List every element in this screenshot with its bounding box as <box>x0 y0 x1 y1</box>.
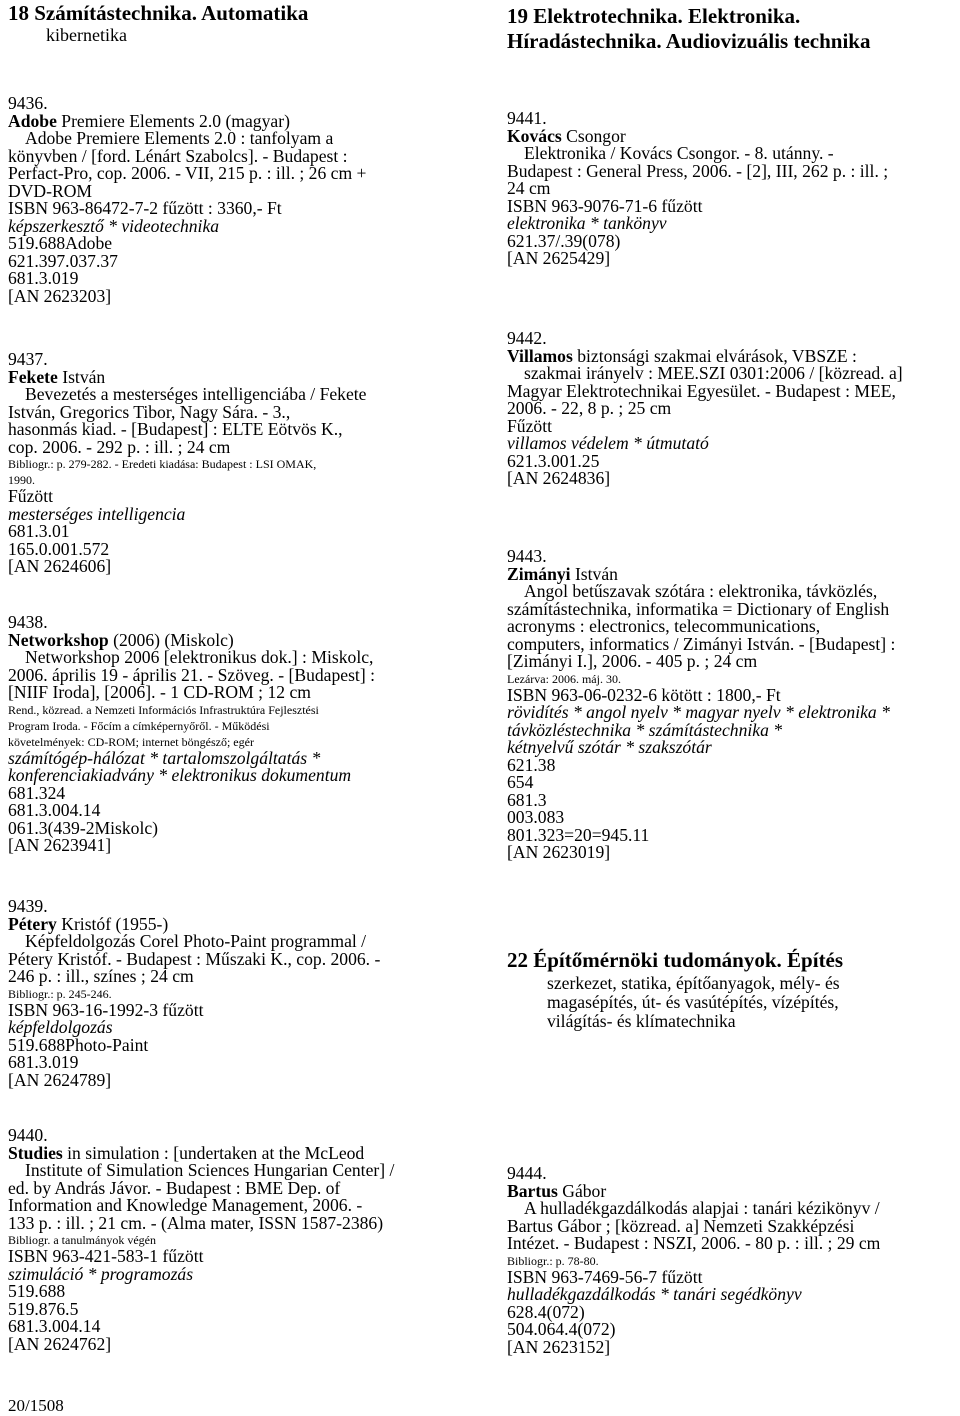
entry-classification: [AN 2623019] <box>507 842 611 862</box>
chapter-18-subtitle: kibernetika <box>46 25 127 45</box>
entry-number: 9436. <box>8 93 48 113</box>
entry-9437 <box>8 351 468 576</box>
entry-classification: [AN 2624789] <box>8 1069 112 1090</box>
entry-main-heading: Bartus <box>507 1180 558 1201</box>
entry-main-heading: Adobe <box>8 110 57 131</box>
entry-description-line: ed. by András Jávor. - Budapest : BME Dep. of <box>8 1177 341 1198</box>
entry-9441 <box>507 110 957 268</box>
entry-classification: 504.064.4(072) <box>507 1319 616 1339</box>
entry-subject-terms: kétnyelvű szótár * szakszótár <box>507 737 712 757</box>
entry-description-line: Angol betűszavak szótára : elektronika, távközlés, <box>524 581 878 601</box>
entry-description-line: [NIIF Iroda], [2006]. - 1 CD-ROM ; 12 cm <box>8 682 311 702</box>
entry-number: 9441. <box>507 108 547 128</box>
entry-number: 9444. <box>507 1163 547 1183</box>
entry-9442 <box>507 330 957 488</box>
entry-classification: 061.3(439-2Miskolc) <box>8 817 159 838</box>
entry-subject-terms: konferenciakiadvány * elektronikus dokumentum <box>8 765 352 785</box>
entry-description-line: Budapest : General Press, 2006. - [2], III, 262 p. : ill. ; <box>507 160 889 181</box>
entry-heading-rest: Gábor <box>557 1180 607 1201</box>
left-header <box>8 2 308 45</box>
section-22 <box>507 946 947 1031</box>
entry-classification: 003.083 <box>507 807 565 827</box>
entry-description-line: szakmai irányelv : MEE.SZI 0301:2006 / [közread. a] <box>524 363 903 383</box>
entry-classification: 519.876.5 <box>8 1298 79 1319</box>
entry-note: Bibliogr. a tanulmányok végén <box>8 1233 156 1247</box>
entry-9439 <box>8 898 468 1089</box>
entry-description-line: 133 p. : ill. ; 21 cm. - (Alma mater, ISSN 1587-2386) <box>8 1212 384 1233</box>
entry-subject-terms: hulladékgazdálkodás * tanári segédkönyv <box>507 1284 802 1304</box>
entry-classification: 681.3.019 <box>8 268 79 288</box>
entry-classification: 621.37/.39(078) <box>507 230 621 251</box>
entry-description-line: könyvben / [ford. Lénárt Szabolcs]. - Budapest : <box>8 145 348 166</box>
entry-number: 9439. <box>8 896 48 916</box>
entry-subject-terms: mesterséges intelligencia <box>8 503 186 524</box>
entry-classification: 621.3.001.25 <box>507 450 600 471</box>
entry-description-line: Institute of Simulation Sciences Hungarian Center] / <box>25 1160 395 1180</box>
entry-number: 9443. <box>507 546 547 566</box>
entry-note: Bibliogr.: p. 78-80. <box>507 1253 599 1268</box>
entry-description-line: cop. 2006. - 292 p. : ill. ; 24 cm <box>8 436 231 457</box>
entry-number: 9437. <box>8 349 48 369</box>
entry-heading-rest: Premiere Elements 2.0 (magyar) <box>56 110 290 131</box>
entry-description-line: hasonmás kiad. - [Budapest] : ELTE Eötvös K., <box>8 419 343 439</box>
section-22-desc-1: szerkezet, statika, építőanyagok, mély- és <box>547 973 840 993</box>
entry-9436 <box>8 95 468 305</box>
entry-classification: 681.3 <box>507 789 547 810</box>
entry-heading-rest: biztonsági szakmai elvárások, VBSZE : <box>572 345 857 366</box>
entry-subject-terms: elektronika * tankönyv <box>507 213 667 233</box>
entry-subject-terms: szimuláció * programozás <box>8 1263 194 1284</box>
entry-description-line: 246 p. : ill., színes ; 24 cm <box>8 966 194 986</box>
entry-9444 <box>507 1165 957 1356</box>
entry-description-line: Bevezetés a mesterséges intelligenciába / Fekete <box>25 384 367 404</box>
entry-description-line: számítástechnika, informatika = Dictionary of English <box>507 598 890 619</box>
entry-main-heading: Zimányi <box>507 563 571 584</box>
entry-classification: 681.3.004.14 <box>8 800 101 820</box>
entry-classification: [AN 2623941] <box>8 835 112 855</box>
entry-description-line: 2006. április 19 - április 21. - Szöveg. - [Budapest] : <box>8 664 375 685</box>
entry-subject-terms: távközléstechnika * számítástechnika * <box>507 719 783 740</box>
entry-description-line: A hulladékgazdálkodás alapjai : tanári kézikönyv / <box>524 1198 880 1218</box>
entry-note: Program Iroda. - Főcím a címképernyőről. - Működési <box>8 718 270 733</box>
entry-isbn: ISBN 963-7469-56-7 fűzött <box>507 1266 703 1287</box>
entry-description-line: Pétery Kristóf. - Budapest : Műszaki K., cop. 2006. - <box>8 948 381 969</box>
entry-description-line: Intézet. - Budapest : NSZI, 2006. - 80 p. : ill. ; 29 cm <box>507 1233 881 1253</box>
entry-classification: 519.688Photo-Paint <box>8 1034 149 1055</box>
entry-classification: [AN 2623152] <box>507 1336 611 1357</box>
entry-description-line: Magyar Elektrotechnikai Egyesület. - Budapest : MEE, <box>507 380 896 401</box>
entry-main-heading: Kovács <box>507 125 562 146</box>
entry-description-line: Képfeldolgozás Corel Photo-Paint programmal / <box>25 931 367 951</box>
entry-subject-terms: számítógép-hálózat * tartalomszolgáltatás * <box>8 747 321 768</box>
chapter-19-title-line2: Híradástechnika. Audiovizuális technika <box>507 29 871 53</box>
entry-description-line: Perfact-Pro, cop. 2006. - VII, 215 p. : ill. ; 26 cm + <box>8 163 367 183</box>
entry-classification: 621.397.037.37 <box>8 250 118 271</box>
entry-classification: [AN 2624836] <box>507 468 611 488</box>
entry-classification: [AN 2624606] <box>8 556 112 576</box>
entry-subject-terms: villamos védelem * útmutató <box>507 433 709 453</box>
entry-description-line: 2006. - 22, 8 p. ; 25 cm <box>507 398 672 418</box>
entry-main-heading: Fekete <box>8 366 58 387</box>
entry-main-heading: Networkshop <box>8 629 109 650</box>
right-header <box>507 4 870 54</box>
entry-heading-rest: István <box>570 563 618 584</box>
entry-description-line: Fűzött <box>507 415 552 436</box>
entry-classification: [AN 2625429] <box>507 248 611 268</box>
entry-description-line: Adobe Premiere Elements 2.0 : tanfolyam a <box>25 128 334 148</box>
entry-main-heading: Pétery <box>8 913 57 934</box>
entry-description-line: Information and Knowledge Management, 2006. - <box>8 1195 363 1215</box>
entry-classification: 681.3.01 <box>8 521 70 541</box>
entry-description-line: ISBN 963-86472-7-2 fűzött : 3360,- Ft <box>8 198 282 218</box>
entry-heading-rest: in simulation : [undertaken at the McLeod <box>62 1142 365 1163</box>
entry-main-heading: Villamos <box>507 345 573 366</box>
chapter-18-title: 18 Számítástechnika. Automatika <box>8 1 309 25</box>
entry-classification: 681.3.004.14 <box>8 1316 101 1336</box>
entry-9438 <box>8 614 468 855</box>
entry-description-line: acronyms : electronics, telecommunications, <box>507 616 821 636</box>
entry-classification: 628.4(072) <box>507 1301 585 1322</box>
entry-description-line: Networkshop 2006 [elektronikus dok.] : Miskolc, <box>25 647 374 667</box>
entry-classification: 165.0.001.572 <box>8 538 110 559</box>
entry-description-line: Bartus Gábor ; [közread. a] Nemzeti Szakképzési <box>507 1215 855 1236</box>
entry-classification: [AN 2623203] <box>8 285 112 306</box>
entry-note: Lezárva: 2006. máj. 30. <box>507 671 621 686</box>
entry-isbn: ISBN 963-16-1992-3 fűzött <box>8 999 204 1020</box>
entry-classification: 654 <box>507 772 534 792</box>
entry-classification: 519.688Adobe <box>8 233 113 253</box>
entry-number: 9442. <box>507 328 547 348</box>
entry-binding: Fűzött <box>8 486 53 506</box>
page-number: 20/1508 <box>8 1396 64 1415</box>
entry-classification: 621.38 <box>507 754 556 775</box>
entry-description-line: [Zimányi I.], 2006. - 405 p. ; 24 cm <box>507 651 758 671</box>
entry-number: 9440. <box>8 1125 48 1145</box>
entry-subject-terms: képszerkesztő * videotechnika <box>8 215 220 236</box>
entry-note: Bibliogr.: p. 245-246. <box>8 986 112 1001</box>
entry-number: 9438. <box>8 612 48 632</box>
entry-description-line: 24 cm <box>507 178 551 198</box>
entry-classification: 519.688 <box>8 1281 66 1301</box>
entry-note: Bibliogr.: p. 279-282. - Eredeti kiadása: Budapest : LSI OMAK, <box>8 457 317 471</box>
entry-description-line: ISBN 963-9076-71-6 fűzött <box>507 195 703 216</box>
entry-isbn: ISBN 963-421-583-1 fűzött <box>8 1246 204 1266</box>
entry-9443 <box>507 548 957 862</box>
chapter-19-title-line1: 19 Elektrotechnika. Elektronika. <box>507 4 801 28</box>
section-22-desc-2: magasépítés, út- és vasútépítés, vízépítés, <box>547 992 839 1012</box>
entry-subject-terms: rövidítés * angol nyelv * magyar nyelv * elektronika * <box>507 702 890 722</box>
entry-classification: [AN 2624762] <box>8 1333 112 1354</box>
entry-description-line: DVD-ROM <box>8 180 93 201</box>
entry-heading-rest: Csongor <box>561 125 626 146</box>
entry-9440 <box>8 1127 468 1353</box>
entry-note: Rend., közread. a Nemzeti Információs Infrastruktúra Fejlesztési <box>8 702 319 717</box>
section-22-title: 22 Építőmérnöki tudományok. Építés <box>507 948 844 972</box>
section-22-desc-3: világítás- és klímatechnika <box>547 1011 736 1031</box>
entry-description-line: István, Gregorics Tibor, Nagy Sára. - 3., <box>8 401 291 422</box>
entry-heading-rest: István <box>57 366 106 387</box>
entry-note: követelmények: CD-ROM; internet böngésző; egér <box>8 734 254 749</box>
entry-heading-rest: (2006) (Miskolc) <box>108 629 234 650</box>
entry-classification: 801.323=20=945.11 <box>507 824 650 845</box>
entry-heading-rest: Kristóf (1955-) <box>56 913 169 934</box>
entry-classification: 681.3.019 <box>8 1052 79 1072</box>
entry-isbn: ISBN 963-06-0232-6 kötött : 1800,- Ft <box>507 684 781 705</box>
entry-classification: 681.324 <box>8 782 66 803</box>
entry-note: 1990. <box>8 473 35 487</box>
entry-description-line: Elektronika / Kovács Csongor. - 8. utánny. - <box>524 143 834 163</box>
entry-subject-terms: képfeldolgozás <box>8 1017 113 1037</box>
entry-description-line: computers, informatics / Zimányi István. - [Budapest] : <box>507 633 896 654</box>
entry-main-heading: Studies <box>8 1142 63 1163</box>
